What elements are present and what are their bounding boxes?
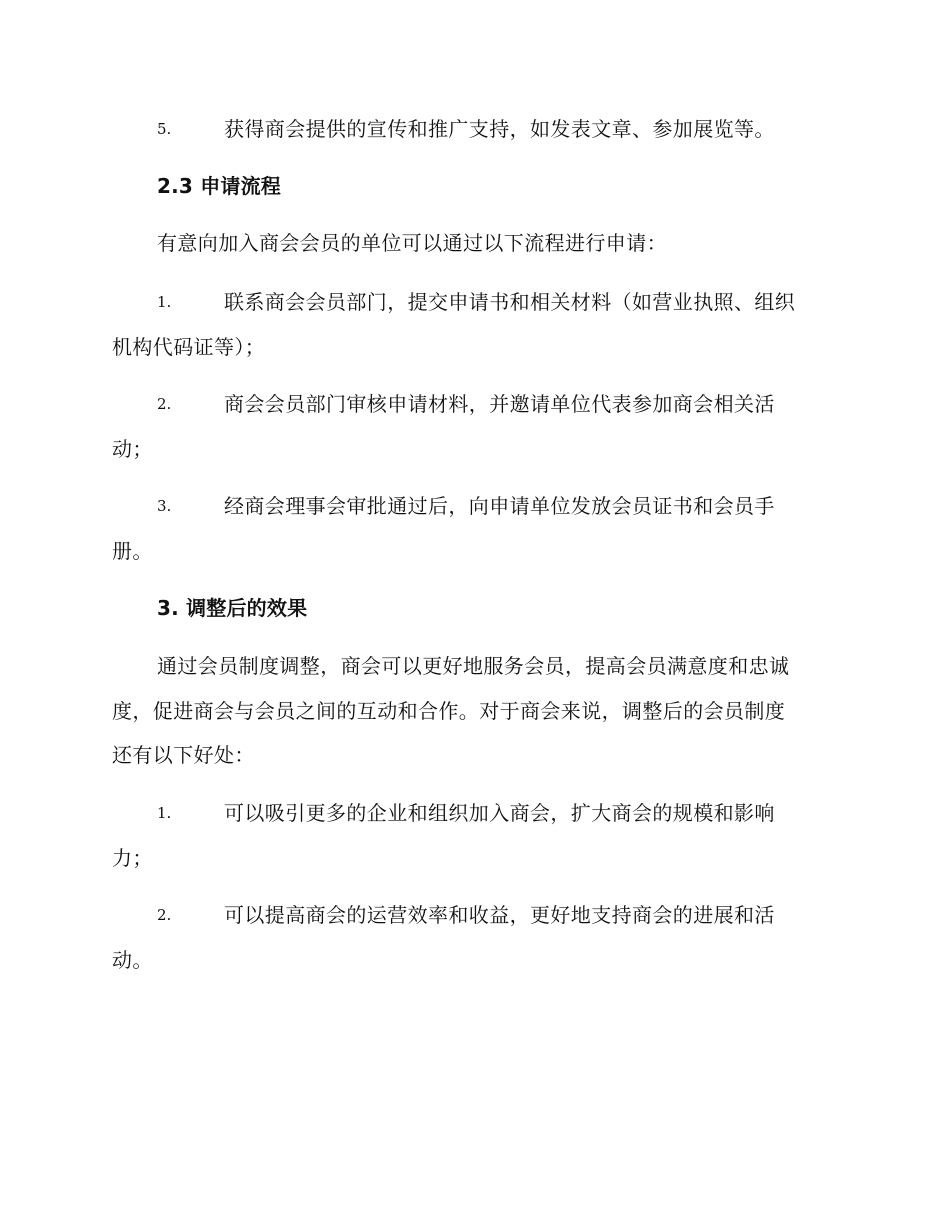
benefit-number: 1. (157, 804, 172, 822)
list-item-number: 5. (157, 120, 172, 138)
step-text-line: 动； (112, 437, 153, 461)
list-item-text: 获得商会提供的宣传和推广支持，如发表文章、参加展览等。 (224, 117, 775, 141)
step-number: 3. (157, 497, 172, 515)
section-heading-2-3: 2.3 申请流程 (157, 174, 281, 198)
section-heading-3: 3. 调整后的效果 (157, 596, 308, 620)
step-text-line: 联系商会会员部门，提交申请书和相关材料（如营业执照、组织 (224, 290, 796, 314)
benefit-text-line: 力； (112, 846, 153, 870)
benefit-text-line: 动。 (112, 948, 153, 972)
step-text-line: 商会会员部门审核申请材料，并邀请单位代表参加商会相关活 (224, 392, 775, 416)
section-intro: 有意向加入商会会员的单位可以通过以下流程进行申请： (157, 231, 667, 255)
paragraph-line: 还有以下好处： (112, 743, 255, 767)
benefit-text-line: 可以提高商会的运营效率和收益，更好地支持商会的进展和活 (224, 903, 775, 927)
benefit-number: 2. (157, 906, 172, 924)
paragraph-line: 度，促进商会与会员之间的互动和合作。对于商会来说，调整后的会员制度 (112, 699, 786, 723)
step-text-line: 机构代码证等）； (112, 335, 266, 359)
step-text-line: 册。 (112, 539, 153, 563)
step-number: 2. (157, 395, 172, 413)
step-number: 1. (157, 293, 172, 311)
step-text-line: 经商会理事会审批通过后，向申请单位发放会员证书和会员手 (224, 494, 775, 518)
benefit-text-line: 可以吸引更多的企业和组织加入商会，扩大商会的规模和影响 (224, 801, 775, 825)
paragraph-line: 通过会员制度调整，商会可以更好地服务会员，提高会员满意度和忠诚 (157, 654, 790, 678)
